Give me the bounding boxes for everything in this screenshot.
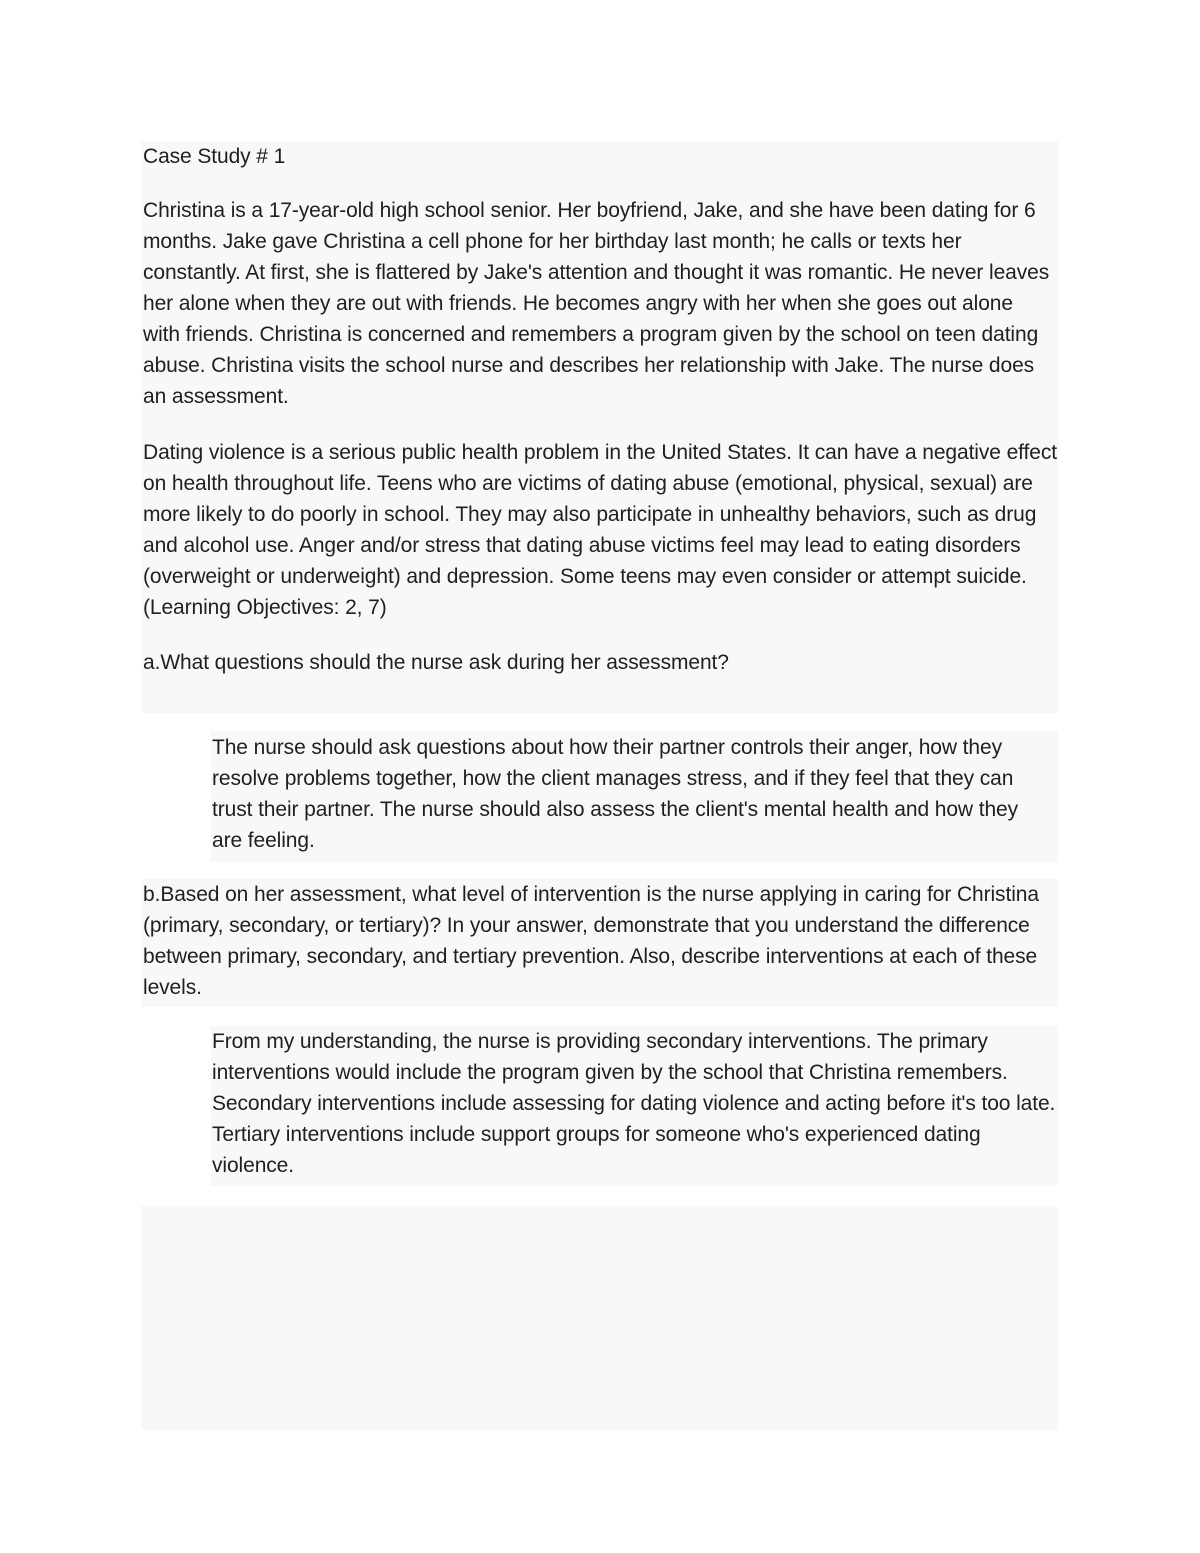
case-study-block	[141, 141, 1058, 713]
case-study-title: Case Study # 1	[143, 145, 286, 168]
question-b-block	[141, 879, 1058, 1007]
answer-a-block[interactable]	[211, 731, 1058, 862]
case-intro-paragraph: Christina is a 17-year-old high school senior. Her boyfriend, Jake, and she have been dating for 6 months. Jake gave Christina a cell phone for her birthday last month; he calls or texts her constantly. At first, she is flattered by Jake's attention and thought it was romantic. He never leaves her alone when they are out with friends. He becomes angry with her when she goes out alone with friends. Christina is concerned and remembers a program given by the school on teen dating abuse. Christina visits the school nurse and describes her relationship with Jake. The nurse does an assessment.	[143, 199, 1050, 408]
answer-b-block[interactable]	[211, 1026, 1058, 1186]
question-a-prompt: a.What questions should the nurse ask during her assessment?	[143, 651, 729, 674]
empty-answer-block[interactable]	[141, 1206, 1058, 1430]
case-context-paragraph: Dating violence is a serious public health problem in the United States. It can have a negative effect on health throughout life. Teens who are victims of dating abuse (emotional, physical, sexual) are more likely to do poorly in school. They may also participate in unhealthy behaviors, such as drug and alcohol use. Anger and/or stress that dating abuse victims feel may lead to eating disorders (overweight or underweight) and depression. Some teens may even consider or attempt suicide. (Learning Objectives: 2, 7)	[143, 441, 1057, 619]
question-b-prompt: b.Based on her assessment, what level of intervention is the nurse applying in caring for Christina (primary, secondary, or tertiary)? In your answer, demonstrate that you understand the difference between primary, secondary, and tertiary prevention. Also, describe interventions at each of these levels.	[143, 883, 1039, 999]
answer-a-text: The nurse should ask questions about how their partner controls their anger, how they resolve problems together, how the client manages stress, and if they feel that they can trust their partner. The nurse should also assess the client's mental health and how they are feeling.	[212, 736, 1019, 852]
answer-b-text: From my understanding, the nurse is providing secondary interventions. The primary interventions would include the program given by the school that Christina remembers. Secondary interventions include assessing for dating violence and acting before it's too late. Tertiary interventions include support groups for someone who's experienced dating violence.	[212, 1030, 1056, 1177]
